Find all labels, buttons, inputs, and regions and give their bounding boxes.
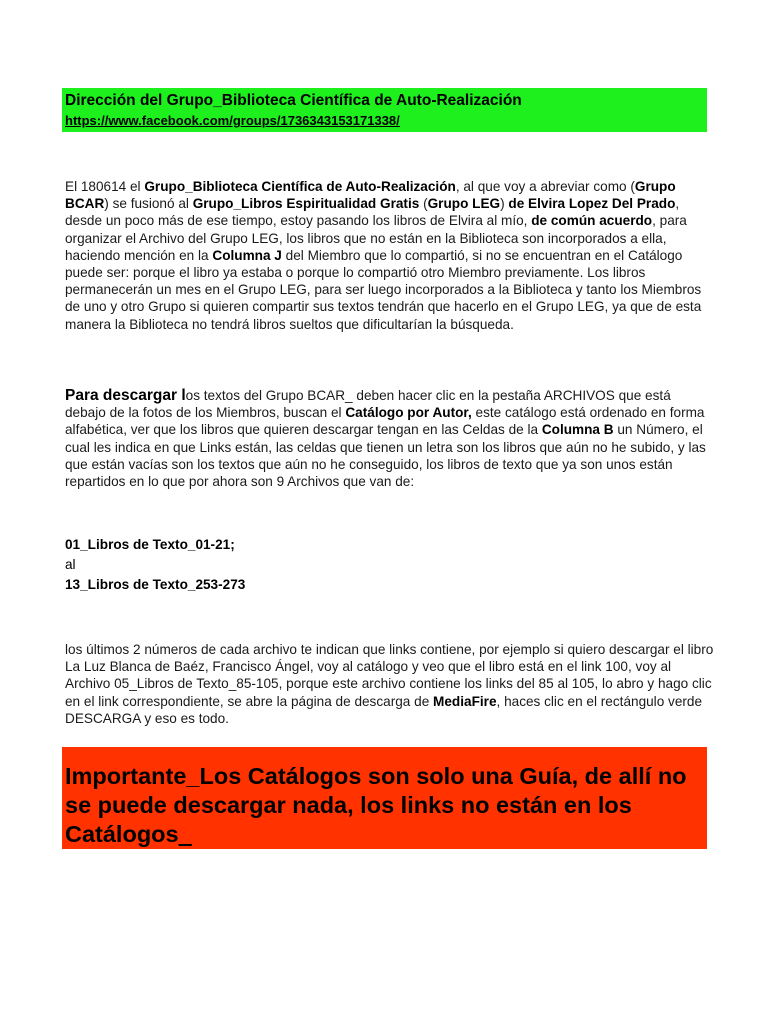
facebook-group-link[interactable]: https://www.facebook.com/groups/1736343153171338/ bbox=[65, 113, 400, 128]
archive-first: 01_Libros de Texto_01-21; bbox=[65, 537, 235, 552]
text-run-bold: Para descargar l bbox=[65, 387, 186, 404]
text-run: los últimos 2 números de cada archivo te indican que links contiene, por ejemplo si quiero descargar el libro La Luz Blanca de Baéz, Francisco Ángel, voy al catálogo y veo que el libro está en el link 100, voy al Archivo 05_Libros de Texto_85-105, porque este archivo contiene los links del 85 al 105, lo abro y hago clic en el link correspondiente, se abre la página de descarga de bbox=[65, 642, 714, 709]
text-run-bold: MediaFire bbox=[433, 693, 497, 709]
text-run-bold: Grupo LEG bbox=[427, 196, 501, 212]
archive-range-list bbox=[65, 535, 465, 595]
important-notice-text bbox=[65, 762, 705, 849]
text-run-bold: de Elvira Lopez Del Prado bbox=[508, 196, 676, 212]
example-paragraph bbox=[65, 641, 715, 727]
text-run-bold: Grupo_Biblioteca Científica de Auto-Realización bbox=[144, 179, 456, 194]
text-run: un Número, el cual les indica en que Links están, las celdas que tienen un letra son los libros que aún no he subido, y las que están vacías son los textos que aún no he conseguido, los libros de texto que ya son unos están repartidos en lo que por ahora son 9 Archivos que van de: bbox=[65, 422, 706, 490]
text-run-bold: de común acuerdo bbox=[531, 213, 653, 229]
group-title: Dirección del Grupo_Biblioteca Científica de Auto-Realización bbox=[65, 92, 522, 109]
important-underscore: _ bbox=[178, 821, 192, 847]
text-run-bold: Grupo BCAR bbox=[65, 179, 676, 212]
text-run: , para organizar el Archivo del Grupo LEG, los libros que no están en la Biblioteca son incorporados a ella, haciendo mención en la bbox=[65, 213, 687, 263]
text-run: ) bbox=[500, 196, 509, 212]
text-run: este catálogo está ordenado en forma alfabética, ver que los libros que quieren descargar tengan en las Celdas de la bbox=[65, 405, 705, 438]
text-run: , haces clic en el rectángulo verde DESCARGA y eso es todo. bbox=[65, 693, 703, 726]
text-run: , desde un poco más de ese tiempo, estoy pasando los libros de Elvira al mío, bbox=[65, 196, 680, 229]
text-run: El 180614 el bbox=[65, 179, 145, 194]
archive-last: 13_Libros de Texto_253-273 bbox=[65, 577, 246, 592]
archive-range-connector: al bbox=[65, 557, 76, 572]
text-run: ( bbox=[419, 196, 428, 212]
group-header-box bbox=[62, 88, 707, 132]
important-text: Importante_Los Catálogos son solo una Guía, de allí no se puede descargar nada, los links no están en los Catálogos bbox=[65, 763, 687, 847]
text-run-bold: Grupo_Libros Espiritualidad Gratis bbox=[192, 196, 420, 212]
text-run: ) se fusionó al bbox=[104, 196, 193, 212]
text-run: del Miembro que lo compartió, si no se encuentran en el Catálogo puede ser: porque el libro ya estaba o porque lo compartió otro Miembro previamente. Los libros permanecerán un mes en el Grupo LEG, para ser luego incorporados a la Biblioteca y tanto los Miembros de uno y otro Grupo si quieren compartir sus textos tendrán que hacerlo en el Grupo LEG, ya que de esta manera la Biblioteca no tendrá libros sueltos que dificultarían la búsqueda. bbox=[65, 247, 702, 332]
text-run: , al que voy a abreviar como ( bbox=[455, 179, 635, 194]
text-run-bold: Columna J bbox=[212, 247, 282, 263]
important-notice-box bbox=[62, 747, 707, 849]
text-run-bold: Columna B bbox=[541, 422, 614, 438]
intro-paragraph bbox=[65, 178, 715, 333]
text-run-bold: Catálogo por Autor, bbox=[345, 405, 472, 421]
download-instructions-paragraph bbox=[65, 387, 715, 490]
text-run: os textos del Grupo BCAR_ deben hacer clic en la pestaña ARCHIVOS que está debajo de la fotos de los Miembros, buscan el bbox=[65, 388, 671, 421]
